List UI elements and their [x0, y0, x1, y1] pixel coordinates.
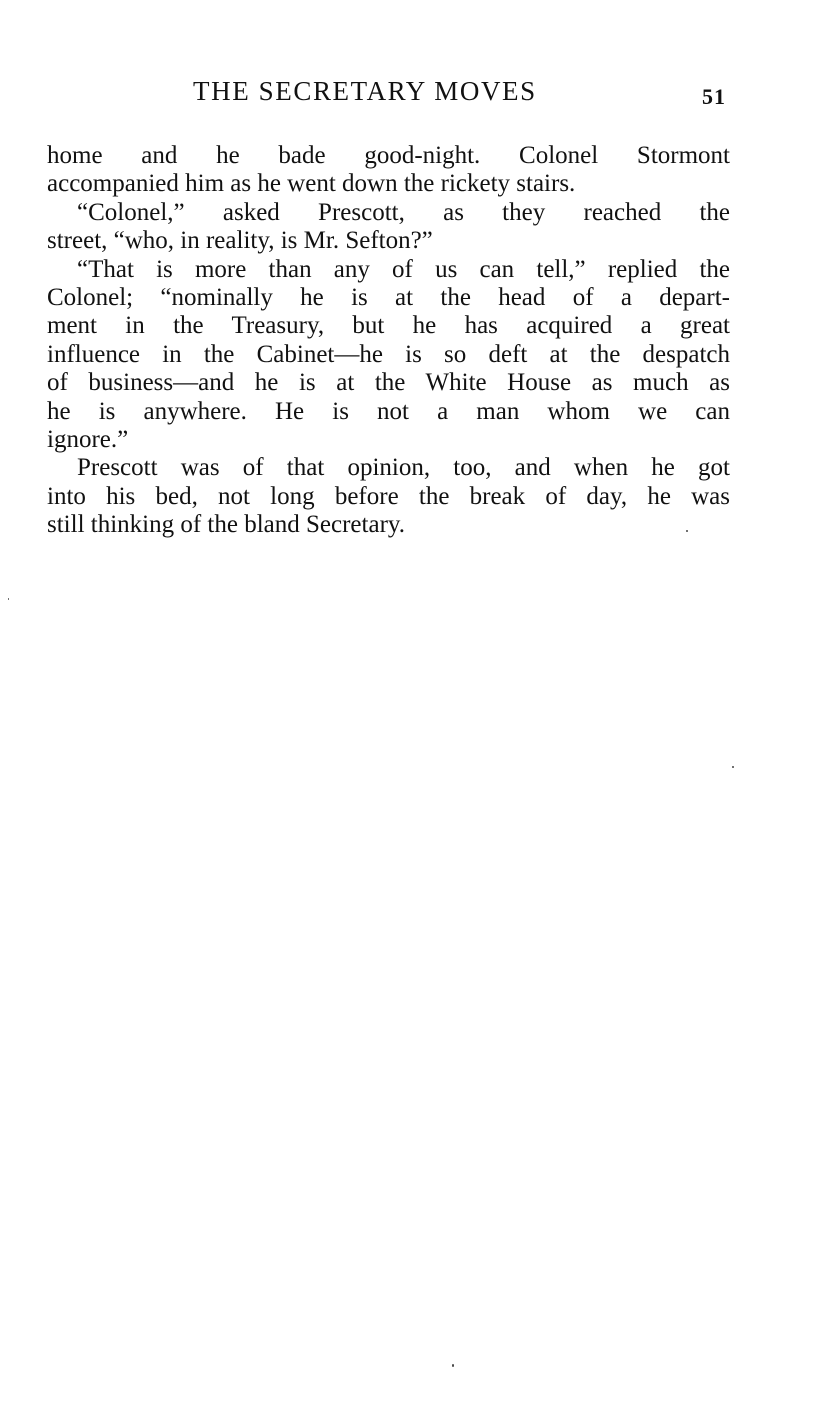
scan-speck	[686, 530, 688, 532]
scan-speck	[8, 598, 9, 600]
body-text	[47, 142, 730, 539]
text-line: “Colonel,” asked Prescott, as they reached the	[77, 198, 730, 226]
text-line: “That is more than any of us can tell,” replied the	[77, 255, 730, 283]
running-head	[0, 74, 830, 114]
text-line: he is anywhere. He is not a man whom we can	[47, 397, 730, 425]
page-header-title: THE SECRETARY MOVES	[193, 76, 537, 106]
page-number: 51	[702, 84, 726, 109]
scan-speck	[732, 766, 734, 768]
text-line: street, “who, in reality, is Mr. Sefton?”	[47, 227, 433, 255]
text-line: Prescott was of that opinion, too, and when he got	[77, 454, 730, 482]
text-line: into his bed, not long before the break of day, he was	[47, 482, 730, 510]
text-line: influence in the Cabinet—he is so deft at the despatch	[47, 340, 730, 368]
text-line: ignore.”	[47, 425, 129, 453]
text-line: of business—and he is at the White House as much as	[47, 369, 730, 397]
text-line: Colonel; “nominally he is at the head of a depart-	[47, 283, 730, 311]
text-line: ment in the Treasury, but he has acquired a great	[47, 312, 730, 340]
scan-speck	[452, 1364, 454, 1367]
text-line: accompanied him as he went down the rickety stairs.	[47, 170, 576, 198]
text-line: still thinking of the bland Secretary.	[47, 511, 406, 539]
text-line: home and he bade good-night. Colonel Stormont	[47, 142, 730, 169]
